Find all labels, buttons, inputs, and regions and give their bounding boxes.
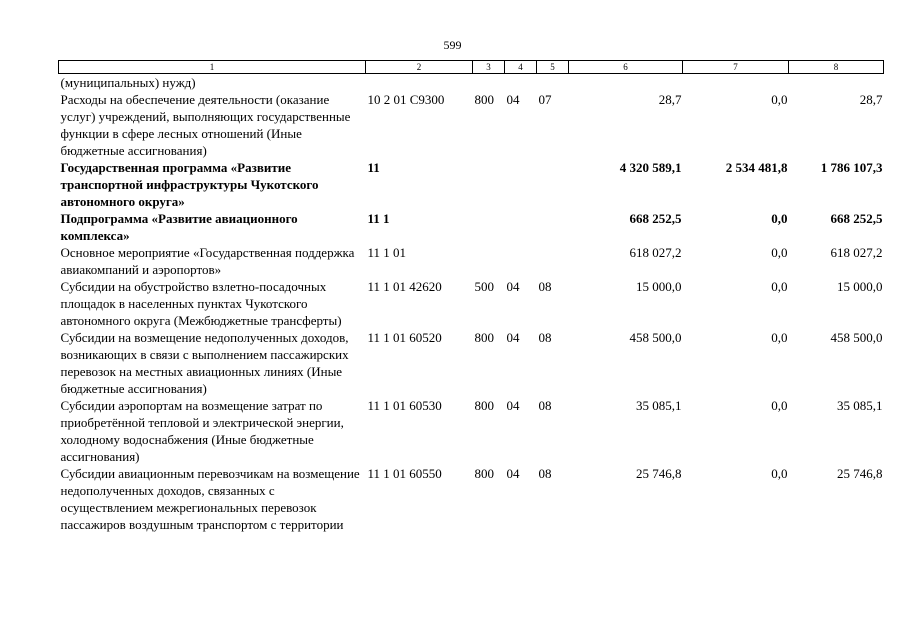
target-article-code: 11 1 01 60550: [367, 466, 442, 481]
target-article-code: 11 1 01 60530: [367, 398, 442, 413]
expense-type-code: [473, 74, 505, 92]
amount-column-7: 0,0: [771, 92, 788, 107]
target-article-code: 11 1 01 42620: [367, 279, 442, 294]
table-row: [59, 278, 884, 329]
amount-column-6: 4 320 589,1: [619, 160, 682, 175]
column-header: 2: [366, 61, 473, 74]
row-name-cell: Субсидии на обустройство взлетно-посадочных площадок в населенных пунктах Чукотского автономного округа (Межбюджетные трансферты): [60, 279, 342, 328]
amount-column-7: 0,0: [771, 466, 788, 481]
table-row: [59, 91, 884, 159]
row-name-cell: Подпрограмма «Развитие авиационного комплекса»: [60, 211, 298, 243]
section-code: 04: [506, 92, 520, 107]
table-row: [59, 210, 884, 244]
amount-column-6: 15 000,0: [636, 279, 682, 294]
table-row: [59, 244, 884, 278]
expense-type-code: 800: [474, 398, 494, 413]
amount-column-8: 1 786 107,3: [820, 160, 883, 175]
subsection-code: [537, 159, 569, 210]
amount-column-6: 28,7: [658, 92, 682, 107]
amount-column-8: 28,7: [859, 92, 883, 107]
amount-column-7: 0,0: [771, 398, 788, 413]
target-article-code: [366, 74, 473, 92]
expense-type-code: 500: [474, 279, 494, 294]
section-code: 04: [506, 279, 520, 294]
expense-type-code: [473, 244, 505, 278]
target-article-code: 10 2 01 С9300: [367, 92, 445, 107]
subsection-code: 08: [538, 466, 552, 481]
row-name-cell: Субсидии авиационным перевозчикам на возмещение недополученных доходов, связанных с осуществлением межрегиональных перевозок пассажиров воздушным транспортом с территории: [60, 466, 360, 532]
expense-type-code: 800: [474, 92, 494, 107]
target-article-code: 11 1 01: [367, 245, 407, 260]
table-row: [59, 329, 884, 397]
amount-column-7: 0,0: [771, 279, 788, 294]
amount-column-6: 35 085,1: [636, 398, 682, 413]
column-number-row: [59, 61, 884, 74]
section-code: [505, 159, 537, 210]
amount-column-8: 458 500,0: [830, 330, 883, 345]
table-row: [59, 74, 884, 92]
row-name-cell: Расходы на обеспечение деятельности (оказание услуг) учреждений, выполняющих государственные функции в сфере лесных отношений (Иные бюджетные ассигнования): [60, 92, 351, 158]
section-code: [505, 244, 537, 278]
amount-column-6: 458 500,0: [629, 330, 682, 345]
amount-column-6: [569, 74, 683, 92]
amount-column-6: 25 746,8: [636, 466, 682, 481]
row-name-cell: (муниципальных) нужд): [60, 75, 196, 90]
column-header: 5: [537, 61, 569, 74]
section-code: [505, 210, 537, 244]
expense-type-code: [473, 159, 505, 210]
amount-column-7: 0,0: [771, 211, 788, 226]
table-row: [59, 159, 884, 210]
amount-column-7: 0,0: [771, 245, 788, 260]
amount-column-8: 668 252,5: [830, 211, 883, 226]
row-name-cell: Основное мероприятие «Государственная поддержка авиакомпаний и аэропортов»: [60, 245, 355, 277]
column-header: 7: [683, 61, 789, 74]
table-row: [59, 397, 884, 465]
budget-table: [58, 60, 884, 533]
column-header: 3: [473, 61, 505, 74]
amount-column-6: 668 252,5: [629, 211, 682, 226]
expense-type-code: 800: [474, 466, 494, 481]
section-code: 04: [506, 466, 520, 481]
subsection-code: 08: [538, 330, 552, 345]
target-article-code: 11 1 01 60520: [367, 330, 442, 345]
amount-column-8: 618 027,2: [830, 245, 883, 260]
column-header: 8: [789, 61, 884, 74]
amount-column-7: 2 534 481,8: [725, 160, 788, 175]
subsection-code: [537, 210, 569, 244]
amount-column-8: [789, 74, 884, 92]
row-name-cell: Субсидии на возмещение недополученных доходов, возникающих в связи с выполнением пассажирских перевозок на местных авиационных линиях (Иные бюджетные ассигнования): [60, 330, 349, 396]
row-name-cell: Государственная программа «Развитие транспортной инфраструктуры Чукотского автономного округа»: [60, 160, 319, 209]
table-row: [59, 465, 884, 533]
column-header: 6: [569, 61, 683, 74]
page-number: 599: [443, 38, 462, 52]
subsection-code: 08: [538, 398, 552, 413]
amount-column-7: [683, 74, 789, 92]
section-code: 04: [506, 330, 520, 345]
subsection-code: 08: [538, 279, 552, 294]
amount-column-8: 15 000,0: [837, 279, 883, 294]
amount-column-7: 0,0: [771, 330, 788, 345]
amount-column-6: 618 027,2: [629, 245, 682, 260]
target-article-code: 11 1: [367, 211, 390, 226]
subsection-code: [537, 74, 569, 92]
section-code: 04: [506, 398, 520, 413]
column-header: 1: [59, 61, 366, 74]
amount-column-8: 25 746,8: [837, 466, 883, 481]
subsection-code: 07: [538, 92, 552, 107]
amount-column-8: 35 085,1: [837, 398, 883, 413]
column-header: 4: [505, 61, 537, 74]
section-code: [505, 74, 537, 92]
expense-type-code: [473, 210, 505, 244]
target-article-code: 11: [367, 160, 380, 175]
expense-type-code: 800: [474, 330, 494, 345]
row-name-cell: Субсидии аэропортам на возмещение затрат по приобретённой тепловой и электрической энергии, холодному водоснабжения (Иные бюджетные ассигнования): [60, 398, 344, 464]
subsection-code: [537, 244, 569, 278]
